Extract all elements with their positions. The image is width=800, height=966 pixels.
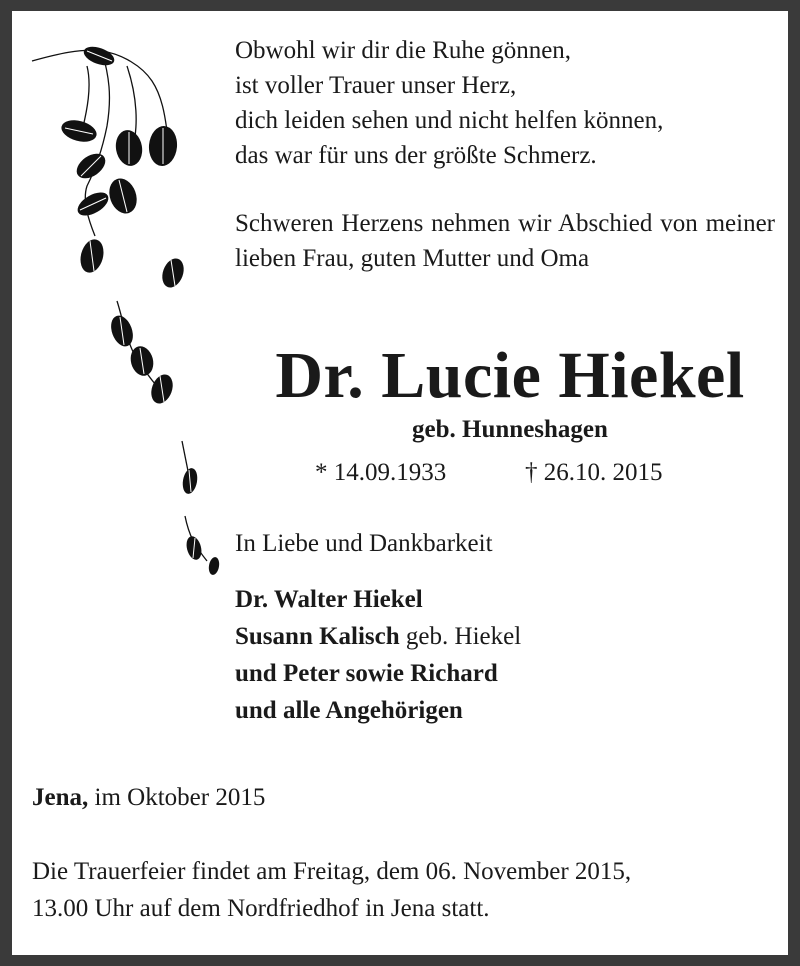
mourner-line: und alle Angehörigen (235, 697, 463, 724)
maiden-name: geb. Hunneshagen (412, 416, 608, 443)
poem-line: ist voller Trauer unser Herz, (235, 72, 517, 99)
deceased-name: Dr. Lucie Hiekel (275, 339, 745, 412)
month-year: im Oktober 2015 (88, 784, 266, 811)
funeral-info (32, 853, 777, 927)
funeral-line: Die Trauerfeier findet am Freitag, dem 06. November 2015, (32, 858, 632, 885)
memorial-poem (235, 33, 775, 173)
place-date-line (32, 781, 265, 815)
mourners-list (235, 581, 521, 729)
mourner-line: und Peter sowie Richard (235, 660, 498, 687)
mourner-maiden-name: geb. Hiekel (399, 623, 522, 650)
death-date: † 26.10. 2015 (525, 459, 663, 486)
birth-date: * 14.09.1933 (315, 459, 447, 486)
city: Jena, (32, 784, 89, 811)
funeral-line: 13.00 Uhr auf dem Nordfriedhof in Jena statt. (32, 895, 490, 922)
poem-line: Obwohl wir dir die Ruhe gönnen, (235, 37, 572, 64)
poem-line: dich leiden sehen und nicht helfen können, (235, 107, 664, 134)
mourner-line: Dr. Walter Hiekel (235, 586, 423, 613)
mourner-name: Susann Kalisch (235, 623, 400, 650)
leaf-branch-illustration (27, 36, 227, 596)
farewell-intro: Schweren Herzens nehmen wir Abschied von meiner lieben Frau, guten Mutter und Oma (235, 210, 775, 272)
closing-phrase: In Liebe und Dankbarkeit (235, 530, 493, 557)
obituary-notice (12, 11, 788, 955)
poem-line: das war für uns der größte Schmerz. (235, 142, 597, 169)
mourner-line (235, 618, 521, 655)
